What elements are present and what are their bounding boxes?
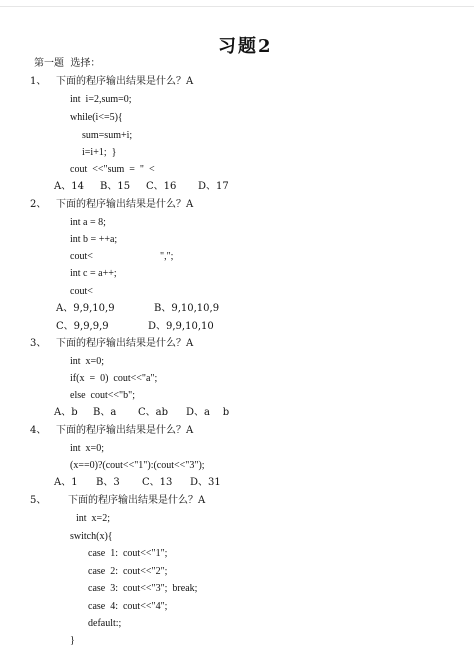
q5-code-line: default:; xyxy=(88,618,122,629)
q5-code-line: switch(x){ xyxy=(70,531,113,542)
q4-number: 4、 xyxy=(30,425,47,436)
q1-code-line: sum=sum+i; xyxy=(82,130,133,141)
q5-code-line: case 3: cout<<"3"; break; xyxy=(88,583,198,594)
q1-option-b: B、15 xyxy=(100,181,131,192)
q2-code-line-tail: ","; xyxy=(160,251,174,262)
q4-code-line: (x==0)?(cout<<"1"):(cout<<"3"); xyxy=(70,460,205,471)
q5-text: 下面的程序输出结果是什么？A xyxy=(68,495,206,506)
q3-option-c: C、ab xyxy=(138,407,169,418)
q4-option-c: C、13 xyxy=(142,477,173,488)
q5-code-line: case 1: cout<<"1"; xyxy=(88,548,168,559)
q3-code-line: if(x = 0) cout<<"a"; xyxy=(70,373,158,384)
q2-code-line: int c = a++; xyxy=(70,268,117,279)
q2-code-line: int b = ++a; xyxy=(70,234,118,245)
q1-option-d: D、17 xyxy=(198,181,229,192)
q5-code-line: int x=2; xyxy=(76,513,110,524)
q5-code-line: case 4: cout<<"4"; xyxy=(88,601,168,612)
q2-code-line: cout< xyxy=(70,251,93,262)
q1-code-line: i=i+1; } xyxy=(82,147,117,158)
q1-code-line: int i=2,sum=0; xyxy=(70,94,132,105)
q3-option-a: A、b xyxy=(54,407,78,418)
q1-number: 1、 xyxy=(30,76,47,87)
q1-option-a: A、14 xyxy=(54,181,84,192)
q3-text: 下面的程序输出结果是什么？A xyxy=(56,338,194,349)
q5-number: 5、 xyxy=(30,495,47,506)
page-top-rule xyxy=(0,6,474,7)
page-title: 习题2 xyxy=(218,36,273,57)
q2-number: 2、 xyxy=(30,199,47,210)
q1-text: 下面的程序输出结果是什么？A xyxy=(56,76,194,87)
q2-code-line: cout< xyxy=(70,286,93,297)
q2-option-c: C、9,9,9,9 xyxy=(56,321,109,332)
q1-option-c: C、16 xyxy=(146,181,177,192)
q2-option-a: A、9,9,10,9 xyxy=(56,303,115,314)
q3-number: 3、 xyxy=(30,338,47,349)
section-heading: 第一题 选择： xyxy=(34,58,101,69)
q2-code-line: int a = 8; xyxy=(70,217,106,228)
q4-code-line: int x=0; xyxy=(70,443,104,454)
q4-option-a: A、1 xyxy=(54,477,78,488)
q4-option-d: D、31 xyxy=(190,477,221,488)
q2-option-d: D、9,9,10,10 xyxy=(148,321,214,332)
q4-option-b: B、3 xyxy=(96,477,120,488)
q4-text: 下面的程序输出结果是什么？A xyxy=(56,425,194,436)
q3-code-line: else cout<<"b"; xyxy=(70,390,135,401)
q3-option-b: B、a xyxy=(93,407,117,418)
q1-code-line: while(i<=5){ xyxy=(70,112,123,123)
q5-code-line: case 2: cout<<"2"; xyxy=(88,566,168,577)
q1-code-line: cout <<"sum = " < xyxy=(70,164,155,175)
q2-text: 下面的程序输出结果是什么？A xyxy=(56,199,194,210)
q2-option-b: B、9,10,10,9 xyxy=(154,303,220,314)
q3-code-line: int x=0; xyxy=(70,356,104,367)
q3-option-d: D、a b xyxy=(186,407,230,418)
q5-code-line: } xyxy=(70,635,75,646)
